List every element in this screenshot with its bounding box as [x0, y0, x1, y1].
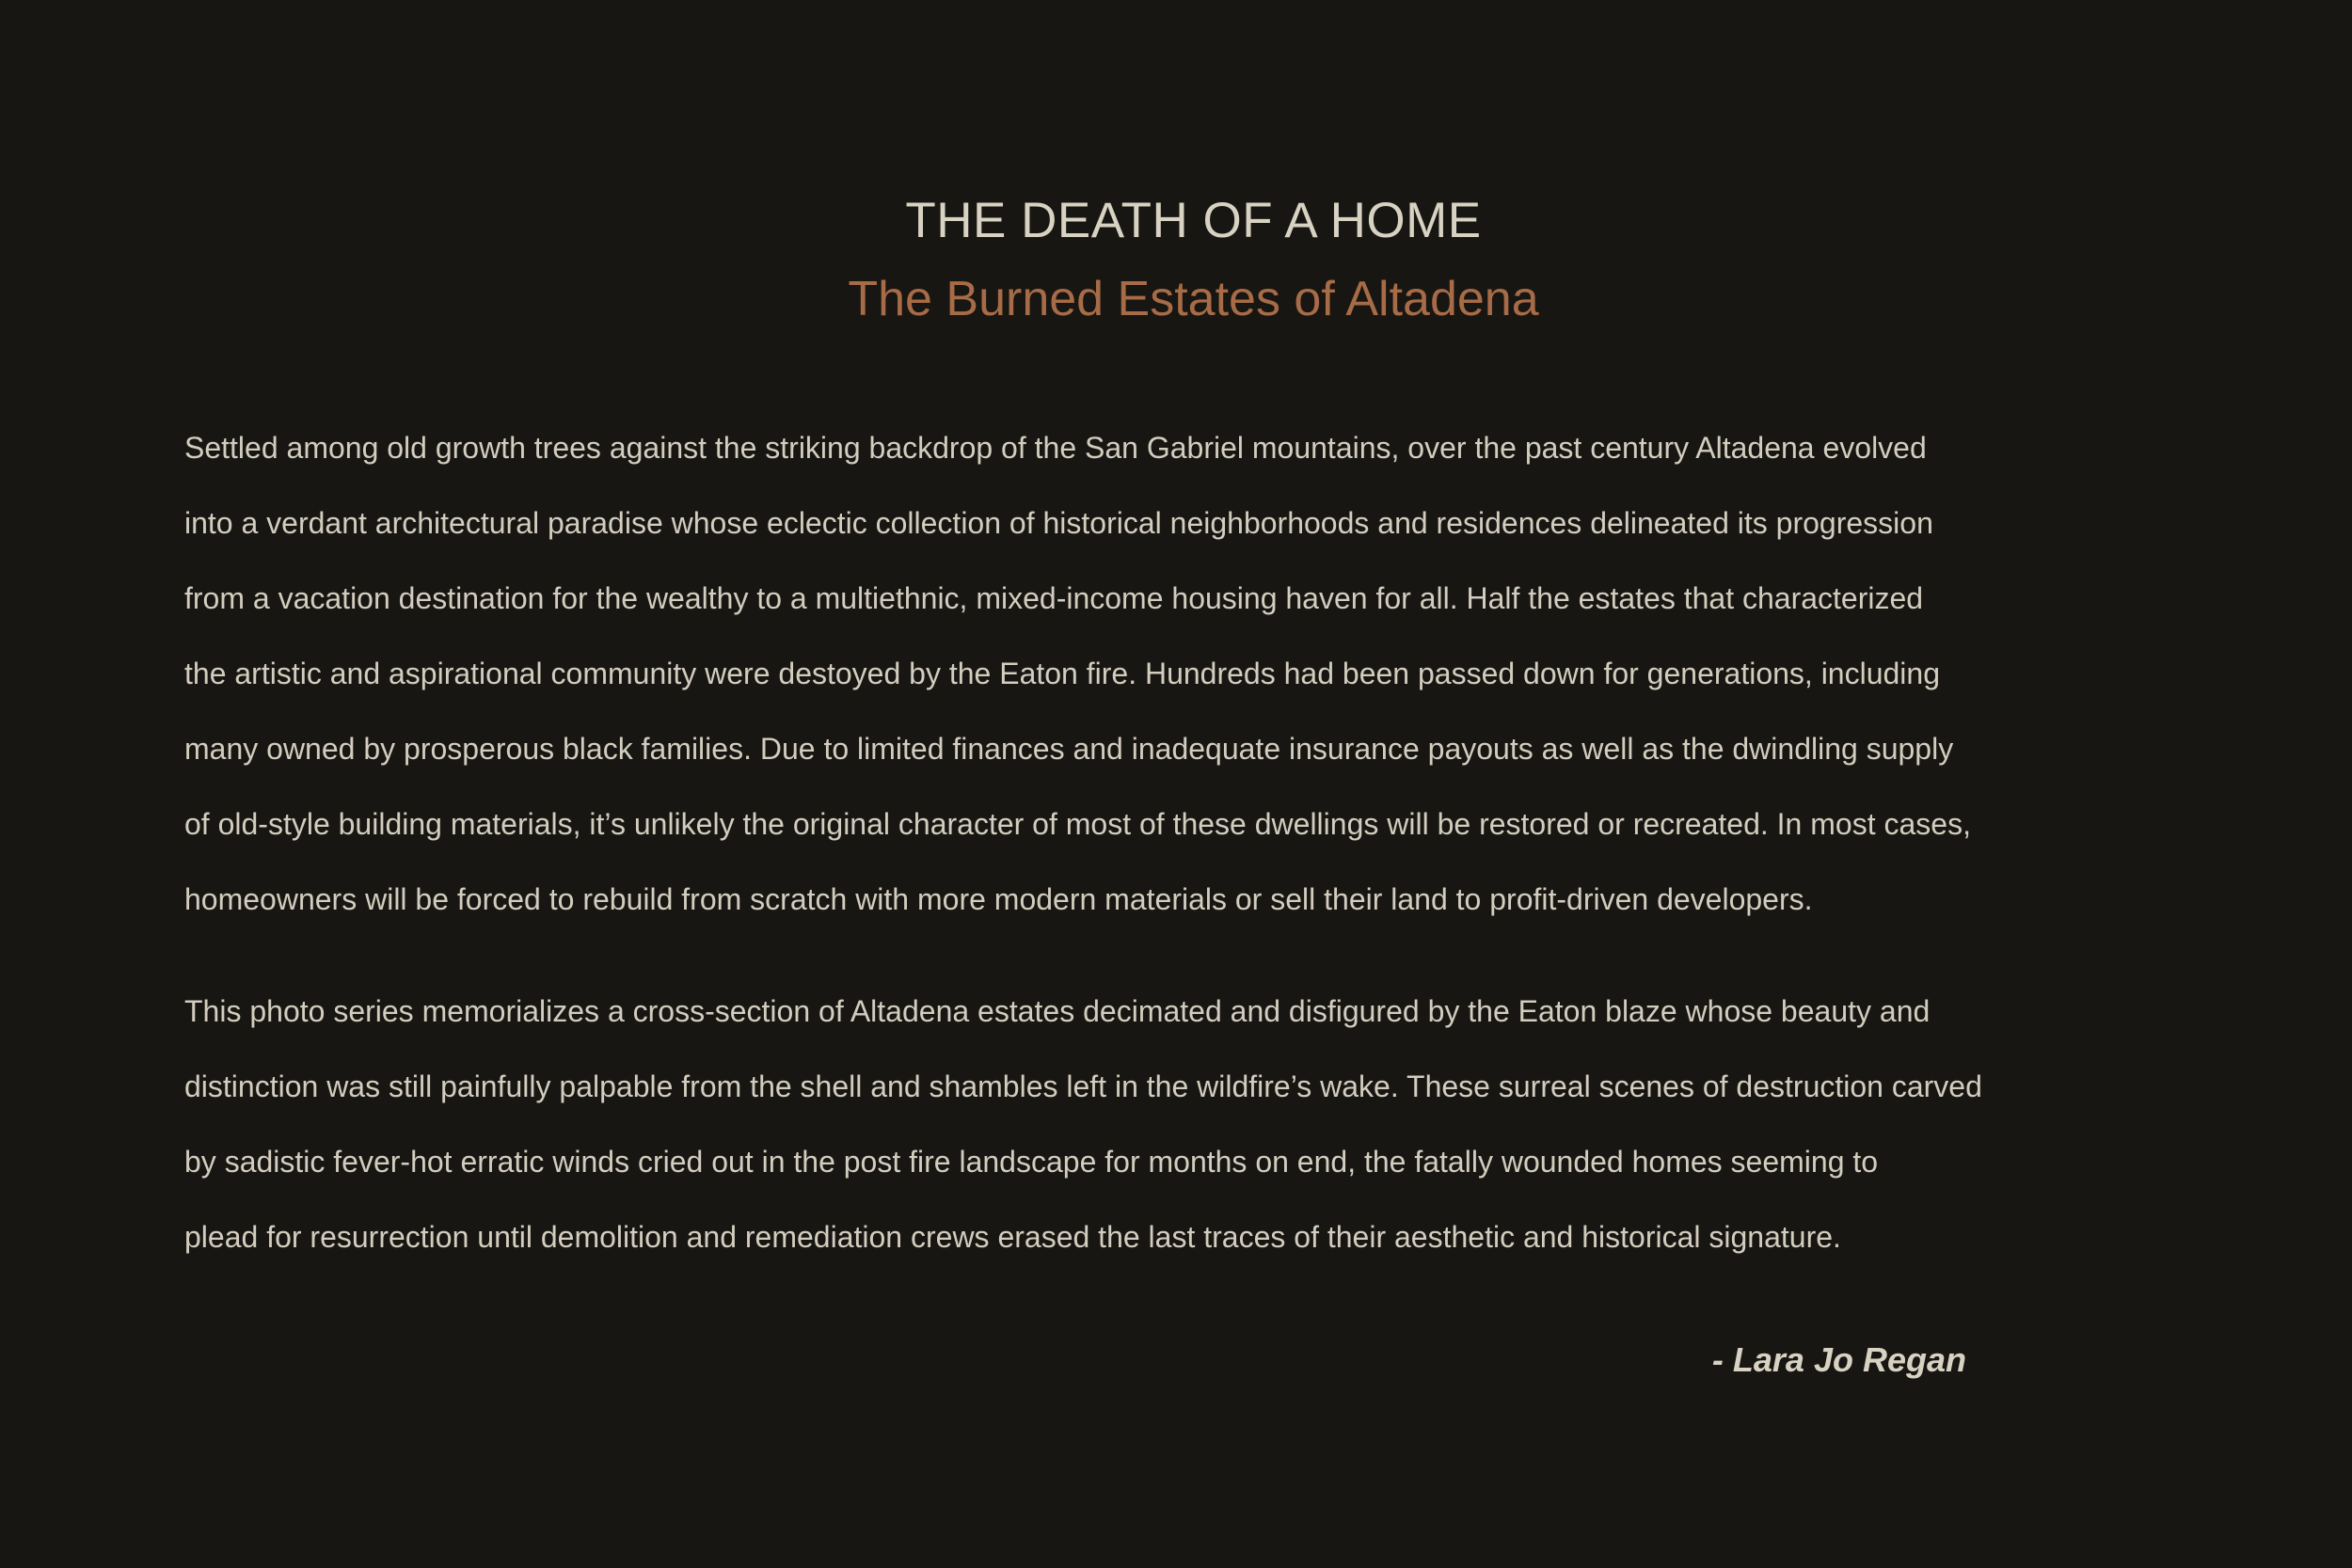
paragraph-line: the artistic and aspirational community were destoyed by the Eaton fire. Hundreds had been passed down for generations, including: [184, 657, 1940, 690]
paragraph-line: Settled among old growth trees against the striking backdrop of the San Gabriel mountains, over the past century Altadena evolved: [184, 431, 1927, 465]
paragraph-line: distinction was still painfully palpable from the shell and shambles left in the wildfire’s wake. These surreal scenes of destruction carved: [184, 1069, 1982, 1103]
paragraph-line: by sadistic fever-hot erratic winds cried out in the post fire landscape for months on end, the fatally wounded homes seeming to: [184, 1145, 1879, 1179]
paragraph-line: This photo series memorializes a cross-section of Altadena estates decimated and disfigured by the Eaton blaze whose beauty and: [184, 994, 1931, 1028]
page-subtitle: The Burned Estates of Altadena: [848, 272, 1539, 326]
page-title: THE DEATH OF A HOME: [905, 193, 1482, 248]
paragraph-line: many owned by prosperous black families. Due to limited finances and inadequate insurance payouts as well as the dwindling supply: [184, 732, 1954, 766]
paragraph-1: [184, 410, 2169, 937]
paragraph-line: from a vacation destination for the wealthy to a multiethnic, mixed-income housing haven for all. Half the estates that characterized: [184, 581, 1924, 615]
paragraph-line: plead for resurrection until demolition and remediation crews erased the last traces of their aesthetic and historical signature.: [184, 1220, 1841, 1254]
author-signature: - Lara Jo Regan: [1711, 1340, 1966, 1379]
paragraph-line: homeowners will be forced to rebuild from scratch with more modern materials or sell their land to profit-driven developers.: [184, 882, 1813, 916]
paragraph-line: of old-style building materials, it’s unlikely the original character of most of these dwellings will be restored or recreated. In most cases,: [184, 807, 1971, 841]
paragraph-2: [184, 974, 2169, 1275]
paragraph-line: into a verdant architectural paradise whose eclectic collection of historical neighborhoods and residences delineated its progression: [184, 506, 1933, 540]
